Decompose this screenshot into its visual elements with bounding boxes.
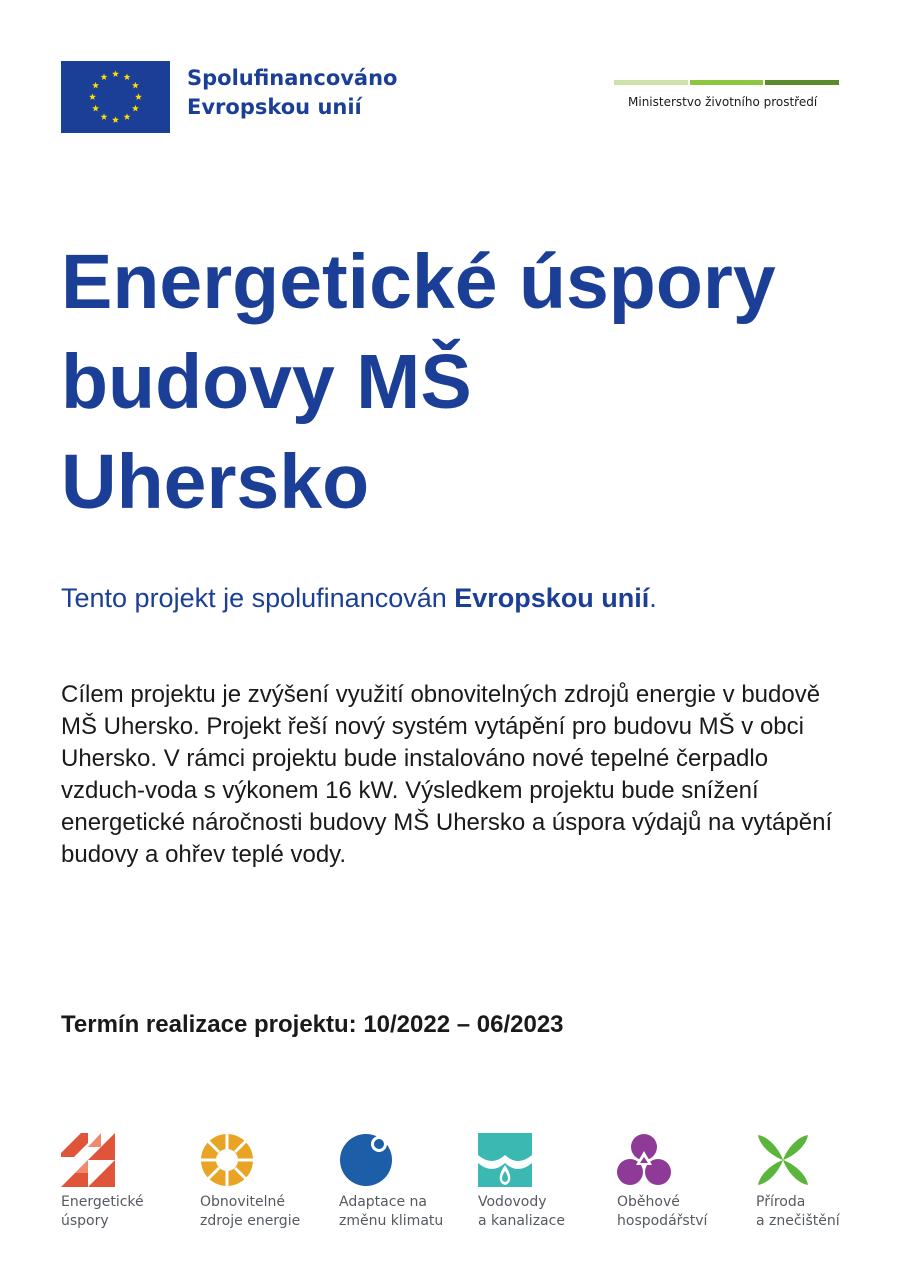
ministry-bar-1 (614, 80, 688, 85)
eu-flag-icon (61, 61, 170, 133)
ministry-logo (614, 80, 839, 109)
climate-adaptation-icon (339, 1133, 393, 1187)
icon-item-circular (617, 1133, 747, 1231)
title-line3: Uhersko (61, 439, 370, 525)
eu-star (132, 105, 139, 112)
eu-line2: Evropskou unií (187, 95, 362, 119)
title-line1: Energetické úspory (61, 239, 776, 325)
icon-item-energy (61, 1133, 191, 1231)
ministry-bars (614, 80, 839, 85)
icon-item-water (478, 1133, 608, 1231)
icon-label-2: úspory (61, 1213, 109, 1229)
eu-star (124, 113, 131, 120)
icon-label-1: Oběhové (617, 1194, 680, 1210)
subtitle-bold: Evropskou unií (454, 583, 650, 613)
ministry-label: Ministerstvo životního prostředí (628, 95, 818, 109)
renewable-sources-icon (200, 1133, 254, 1187)
eu-cofinanced-text (187, 64, 397, 122)
eu-star (124, 73, 131, 80)
icon-item-climate (339, 1133, 469, 1231)
icon-label-2: a kanalizace (478, 1213, 565, 1229)
icon-label-1: Vodovody (478, 1194, 547, 1210)
eu-line1: Spolufinancováno (187, 66, 398, 90)
icon-label-1: Obnovitelné (200, 1194, 285, 1210)
icon-label-1: Energetické (61, 1194, 144, 1210)
eu-star (112, 116, 119, 123)
subtitle (61, 583, 657, 614)
eu-star (92, 105, 99, 112)
page-title (61, 232, 881, 532)
icon-label-2: zdroje energie (200, 1213, 301, 1229)
icon-label-2: a znečištění (756, 1213, 840, 1229)
icon-label-2: hospodářství (617, 1213, 708, 1229)
icon-label-1: Příroda (756, 1194, 806, 1210)
circular-economy-icon (617, 1133, 671, 1187)
project-description: Cílem projektu je zvýšení využití obnovitelných zdrojů energie v budově MŠ Uhersko. Projekt řeší nový systém vytápění pro budovu MŠ v obci Uhersko. V rámci projektu bude instalováno nové tepelné čerpadlo vzduch-voda s výkonem 16 kW. Výsledkem projektu bude snížení energetické náročnosti budovy MŠ Uhersko a úspora výdajů na vytápění budovy a ohřev teplé vody. (61, 681, 833, 868)
icon-item-nature (756, 1133, 886, 1231)
title-line2: budovy MŠ (61, 339, 472, 425)
icon-label-1: Adaptace na (339, 1194, 427, 1210)
energy-savings-icon (61, 1133, 115, 1187)
eu-star (89, 93, 96, 100)
subtitle-text: Tento projekt je spolufinancován (61, 583, 455, 613)
eu-stars (61, 61, 170, 133)
water-sewage-icon (478, 1133, 532, 1187)
subtitle-end: . (649, 583, 657, 613)
eu-star (101, 73, 108, 80)
project-term: Termín realizace projektu: 10/2022 – 06/2023 (61, 1011, 564, 1038)
eu-star (92, 82, 99, 89)
ministry-bar-3 (765, 80, 839, 85)
icon-label-2: změnu klimatu (339, 1213, 444, 1229)
eu-star (135, 93, 142, 100)
eu-star (132, 82, 139, 89)
nature-pollution-icon (756, 1133, 810, 1187)
ministry-bar-2 (690, 80, 764, 85)
eu-star (101, 113, 108, 120)
icon-item-renewable (200, 1133, 330, 1231)
eu-star (112, 70, 119, 77)
